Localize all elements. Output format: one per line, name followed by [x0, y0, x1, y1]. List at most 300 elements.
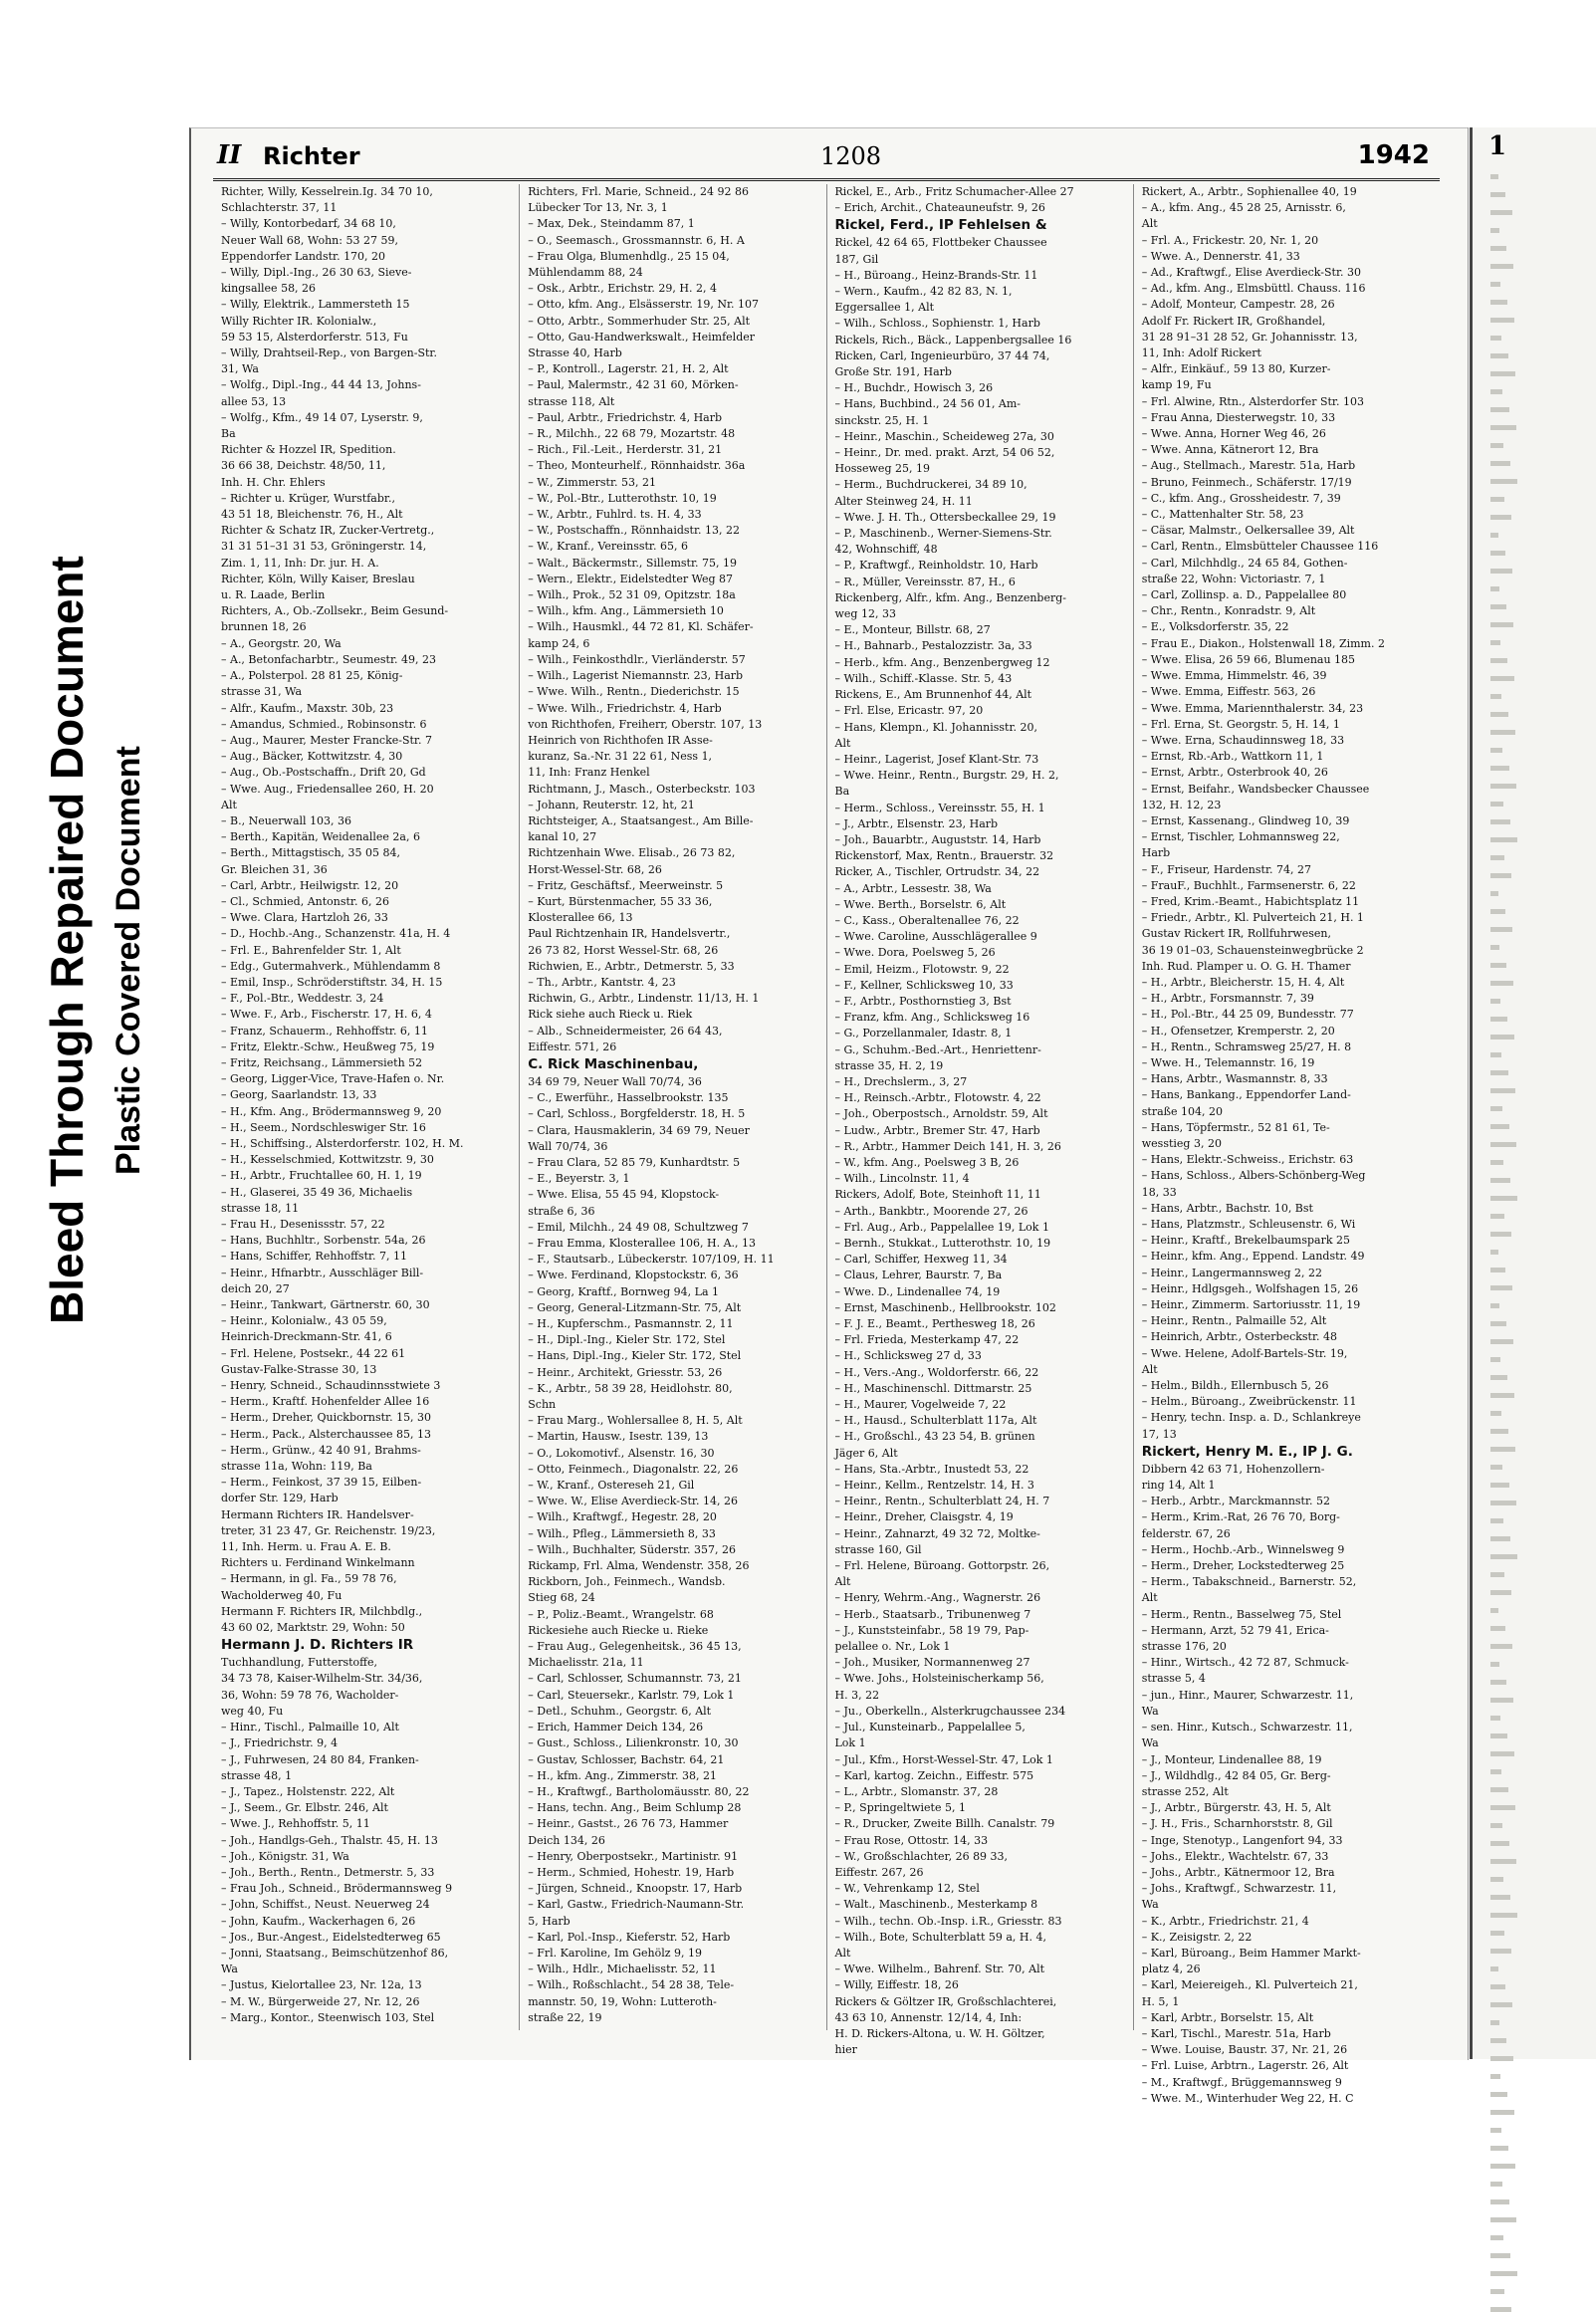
directory-entry: – Hans, Platzmstr., Schleusenstr. 6, Wi [1141, 1218, 1356, 1231]
directory-entry: – Bernh., Stukkat., Lutterothstr. 10, 19 [834, 1237, 1051, 1250]
directory-entry: – Wwe. A., Dennerstr. 41, 33 [1141, 249, 1300, 263]
column-3 [827, 184, 1134, 2057]
next-page-text-fragment [1490, 1017, 1507, 1022]
directory-entry: – H., Hausd., Schulterblatt 117a, Alt [834, 1414, 1037, 1428]
directory-entry: – Fritz, Elektr.-Schw., Heußweg 75, 19 [221, 1040, 435, 1053]
directory-entry: – Karl, Tischl., Marestr. 51a, Harb [1141, 2026, 1331, 2040]
next-page-text-fragment [1490, 1321, 1506, 1326]
directory-entry: – Frau Aug., Gelegenheitsk., 36 45 13, [528, 1640, 742, 1654]
next-page-text-fragment [1490, 1734, 1507, 1738]
next-page-text-fragment [1490, 1465, 1502, 1470]
directory-entry: 17, 13 [1141, 1427, 1177, 1441]
directory-entry: – Erich, Archit., Chateauneufstr. 9, 26 [834, 201, 1045, 215]
directory-entry: – Walt., Bäckermstr., Sillemstr. 75, 19 [528, 556, 737, 570]
directory-entry: – Joh., Oberpostsch., Arnoldstr. 59, Alt [834, 1107, 1048, 1121]
directory-entry: – Heinr., Rentn., Schulterblatt 24, H. 7 [834, 1495, 1050, 1508]
directory-entry: – Frl. Else, Ericastr. 97, 20 [834, 704, 984, 718]
directory-entry: – H., Vers.-Ang., Woldorferstr. 66, 22 [834, 1365, 1039, 1379]
directory-entry: – Karl, Meiereigeh., Kl. Pulverteich 21, [1141, 1978, 1358, 1992]
directory-entry: Inh. H. Chr. Ehlers [221, 475, 326, 489]
directory-entry: Wa [1141, 1736, 1159, 1750]
directory-entry: – R., Drucker, Zweite Billh. Canalstr. 79 [834, 1817, 1055, 1831]
directory-entry: – Hinr., Wirtsch., 42 72 87, Schmuck- [1141, 1656, 1349, 1670]
directory-entry: Alt [834, 736, 851, 750]
directory-entry: – Wwe. Heinr., Rentn., Burgstr. 29, H. 2, [834, 769, 1059, 783]
directory-entry: – Hermann, Arzt, 52 79 41, Erica- [1141, 1623, 1329, 1637]
directory-entry: – Henry, Schneid., Schaudinnsstwiete 3 [221, 1379, 441, 1393]
directory-entry: – Wilh., Pfleg., Lämmersieth 8, 33 [528, 1526, 716, 1540]
directory-entry: Hermann J. D. Richters IR [221, 1637, 414, 1654]
directory-entry: – Wwe. Elisa, 55 45 94, Klopstock- [528, 1188, 720, 1202]
directory-entry: – Wwe. Wilhelm., Bahrenf. Str. 70, Alt [834, 1963, 1045, 1976]
next-page-text-fragment [1490, 1608, 1498, 1613]
directory-entry: – E., Beyerstr. 3, 1 [528, 1172, 630, 1186]
next-page-text-fragment [1490, 1966, 1498, 1971]
directory-entry: – Ju., Oberkelln., Alsterkrugchaussee 234 [834, 1704, 1066, 1718]
directory-entry: – Theo, Monteurhelf., Rönnhaidstr. 36a [528, 459, 746, 473]
directory-entry: – Ad., kfm. Ang., Elmsbüttl. Chauss. 116 [1141, 282, 1366, 296]
directory-entry: – F., Arbtr., Posthornstieg 3, Bst [834, 994, 1012, 1008]
directory-entry: – Herm., Rentn., Basselweg 75, Stel [1141, 1607, 1342, 1621]
next-page-text-fragment [1490, 2307, 1511, 2312]
directory-entry: – Hans, Töpfermstr., 52 81 61, Te- [1141, 1120, 1330, 1134]
directory-entry: H. 5, 1 [1141, 1994, 1180, 2008]
directory-entry: – Alfr., Einkäuf., 59 13 80, Kurzer- [1141, 362, 1331, 376]
next-page-text-fragment [1490, 730, 1515, 735]
directory-entry: – H., Pol.-Btr., 44 25 09, Bundesstr. 77 [1141, 1008, 1354, 1022]
directory-entry: – G., Schuhm.-Bed.-Art., Henriettenr- [834, 1042, 1041, 1056]
directory-entry: – R., Milchh., 22 68 79, Mozartstr. 48 [528, 427, 736, 441]
next-page-text-fragment [1490, 2253, 1510, 2258]
directory-entry: – H., Arbtr., Bleicherstr. 15, H. 4, Alt [1141, 975, 1345, 989]
directory-entry: – Georg, Kraftf., Bornweg 94, La 1 [528, 1284, 720, 1298]
directory-entry: Rickens, E., Am Brunnenhof 44, Alt [834, 688, 1032, 702]
next-page-text-fragment [1490, 551, 1505, 556]
directory-entry: – Herm., Dreher, Lockstedterweg 25 [1141, 1559, 1345, 1573]
directory-entry: 43 63 10, Annenstr. 12/14, 4, Inh: [834, 2010, 1023, 2024]
directory-entry: – F., Stautsarb., Lübeckerstr. 107/109, H. 11 [528, 1253, 775, 1267]
directory-entry: Rickenberg, Alfr., kfm. Ang., Benzenberg- [834, 590, 1066, 604]
next-page-text-fragment [1490, 2271, 1517, 2276]
directory-entry: – F., Pol.-Btr., Weddestr. 3, 24 [221, 992, 384, 1006]
next-page-text-fragment [1490, 963, 1506, 968]
next-page-text-fragment [1490, 1895, 1510, 1900]
directory-entry: – Alb., Schneidermeister, 26 64 43, [528, 1024, 723, 1038]
directory-entry: Richters, Frl. Marie, Schneid., 24 92 86 [528, 185, 750, 198]
directory-entry: – Helm., Bildh., Ellernbusch 5, 26 [1141, 1379, 1329, 1393]
next-page-text-fragment [1490, 425, 1516, 430]
directory-entry: Alt [1141, 1591, 1158, 1605]
directory-entry: – K., Arbtr., 58 39 28, Heidlohstr. 80, [528, 1381, 733, 1395]
directory-entry: – Herm., Feinkost, 37 39 15, Eilben- [221, 1476, 422, 1490]
directory-entry: – J., Arbtr., Bürgerstr. 43, H. 5, Alt [1141, 1801, 1331, 1815]
directory-entry: – Wilh., Schiff.-Klasse. Str. 5, 43 [834, 671, 1013, 685]
directory-entry: – Wilh., Hdlr., Michaelisstr. 52, 11 [528, 1963, 717, 1976]
next-page-text-fragment [1490, 604, 1506, 609]
directory-entry: Deich 134, 26 [528, 1833, 605, 1847]
directory-entry: – Hans, Schloss., Albers-Schönberg-Weg [1141, 1169, 1366, 1183]
directory-entry: – H., Kesselschmied, Kottwitzstr. 9, 30 [221, 1153, 434, 1167]
directory-entry: – Heinr., Architekt, Griesstr. 53, 26 [528, 1365, 723, 1379]
directory-entry: Große Str. 191, Harb [834, 365, 952, 379]
directory-entry: 43 60 02, Marktstr. 29, Wohn: 50 [221, 1621, 405, 1635]
next-page-text-fragment [1490, 300, 1507, 305]
directory-entry: Alt [834, 1946, 851, 1960]
directory-entry: Rickesiehe auch Riecke u. Rieke [528, 1623, 709, 1637]
next-page-text-fragment [1490, 909, 1505, 914]
directory-entry: Ricker, A., Tischler, Ortrudstr. 34, 22 [834, 865, 1040, 879]
next-page-text-fragment [1490, 945, 1499, 950]
directory-entry: – Frl. Erna, St. Georgstr. 5, H. 14, 1 [1141, 717, 1340, 731]
column-4 [1134, 184, 1440, 2105]
next-page-text-fragment [1490, 748, 1502, 753]
directory-entry: – Karl, Gastw., Friedrich-Naumann-Str. [528, 1898, 745, 1912]
directory-entry: kingsallee 58, 26 [221, 282, 317, 296]
next-page-text-fragment [1490, 1160, 1503, 1165]
directory-entry: Heinrich von Richthofen IR Asse- [528, 733, 713, 747]
directory-entry: – Frau Joh., Schneid., Brödermannsweg 9 [221, 1882, 453, 1896]
directory-entry: – Frl. Helene, Postsekr., 44 22 61 [221, 1346, 406, 1360]
directory-entry: – H., Ofensetzer, Kremperstr. 2, 20 [1141, 1024, 1335, 1038]
directory-entry: strasse 160, Gil [834, 1542, 922, 1556]
directory-entry: – Wilh., Roßschlacht., 54 28 38, Tele- [528, 1978, 735, 1992]
directory-entry: – Wolfg., Kfm., 49 14 07, Lyserstr. 9, [221, 410, 423, 424]
directory-entry: – Karl, Arbtr., Borselstr. 15, Alt [1141, 2010, 1314, 2024]
directory-entry: Gustav-Falke-Strasse 30, 13 [221, 1362, 377, 1376]
directory-entry: strasse 252, Alt [1141, 1784, 1229, 1798]
next-page-text-fragment [1490, 2146, 1508, 2151]
directory-entry: Richwien, E., Arbtr., Detmerstr. 5, 33 [528, 959, 735, 973]
directory-page [189, 127, 1468, 2105]
next-page-number: 1 [1488, 131, 1507, 161]
directory-entry: – Joh., Königstr. 31, Wa [221, 1849, 349, 1863]
directory-entry: Ricken, Carl, Ingenieurbüro, 37 44 74, [834, 348, 1050, 362]
next-page-text-fragment [1490, 1106, 1502, 1111]
directory-entry: – Willy, Elektrik., Lammersteth 15 [221, 298, 410, 312]
next-page-text-fragment [1490, 461, 1510, 466]
next-page-text-fragment [1490, 1214, 1504, 1219]
directory-entry: – Herm., Schloss., Vereinsstr. 55, H. 1 [834, 801, 1045, 814]
directory-entry: – Herm., Schmied, Hohestr. 19, Harb [528, 1865, 735, 1879]
directory-entry: – John, Schiffst., Neust. Neuerweg 24 [221, 1898, 430, 1912]
next-page-text-fragment [1490, 981, 1513, 986]
directory-entry: – Fred, Krim.-Beamt., Habichtsplatz 11 [1141, 894, 1360, 908]
next-page-text-fragment [1490, 1823, 1502, 1828]
directory-entry: Rickert, A., Arbtr., Sophienallee 40, 19 [1141, 185, 1357, 198]
directory-entry: 31 31 51–31 31 53, Gröningerstr. 14, [221, 540, 427, 554]
directory-entry: – H., Dipl.-Ing., Kieler Str. 172, Stel [528, 1333, 726, 1347]
directory-entry: Wa [221, 1963, 238, 1976]
next-page-text-fragment [1490, 694, 1501, 699]
next-page-text-fragment [1490, 407, 1509, 412]
directory-entry: – Frl. Alwine, Rtn., Alsterdorfer Str. 103 [1141, 394, 1364, 408]
directory-entry: Eiffestr. 267, 26 [834, 1865, 924, 1879]
directory-entry: – Johann, Reuterstr. 12, ht, 21 [528, 798, 695, 811]
directory-entry: Jäger 6, Alt [834, 1446, 898, 1460]
directory-entry: – Rich., Fil.-Leit., Herderstr. 31, 21 [528, 443, 723, 457]
directory-entry: – Willy, Dipl.-Ing., 26 30 63, Sieve- [221, 266, 412, 280]
directory-entry: – Th., Arbtr., Kantstr. 4, 23 [528, 975, 676, 989]
directory-entry: – Wern., Kaufm., 42 82 83, N. 1, [834, 285, 1013, 299]
directory-entry: – Osk., Arbtr., Erichstr. 29, H. 2, 4 [528, 282, 717, 296]
directory-entry: 34 73 78, Kaiser-Wilhelm-Str. 34/36, [221, 1672, 423, 1686]
directory-entry: u. R. Laade, Berlin [221, 588, 326, 602]
directory-entry: Willy Richter IR. Kolonialw., [221, 314, 377, 328]
directory-entry: Rickers & Göltzer IR, Großschlachterei, [834, 1994, 1057, 2008]
directory-entry: – A., Arbtr., Lessestr. 38, Wa [834, 881, 992, 895]
directory-entry: – Jul., Kunsteinarb., Pappelallee 5, [834, 1721, 1026, 1734]
directory-entry: kamp 24, 6 [528, 636, 590, 650]
year: 1942 [1357, 140, 1430, 170]
directory-entry: – Frau Marg., Wohlersallee 8, H. 5, Alt [528, 1414, 743, 1428]
directory-entry: Richters u. Ferdinand Winkelmann [221, 1556, 415, 1570]
directory-entry: – Heinr., Rentn., Palmaille 52, Alt [1141, 1314, 1327, 1328]
directory-entry: – Wolfg., Dipl.-Ing., 44 44 13, Johns- [221, 378, 421, 392]
directory-entry: Hosseweg 25, 19 [834, 462, 930, 476]
directory-entry: – Hans, Buchbind., 24 56 01, Am- [834, 397, 1022, 411]
directory-entry: – J., Fuhrwesen, 24 80 84, Franken- [221, 1752, 419, 1766]
directory-entry: Rickel, 42 64 65, Flottbeker Chaussee [834, 236, 1047, 250]
next-page-text-fragment [1490, 2289, 1504, 2294]
directory-entry: – Carl, Schiffer, Hexweg 11, 34 [834, 1253, 1008, 1267]
directory-entry: – W., kfm. Ang., Poelsweg 3 B, 26 [834, 1155, 1020, 1169]
directory-entry: – H., Bahnarb., Pestalozzistr. 3a, 33 [834, 639, 1032, 653]
next-page-text-fragment [1490, 784, 1516, 789]
directory-entry: straße 22, 19 [528, 2010, 602, 2024]
directory-entry: – C., kfm. Ang., Grossheidestr. 7, 39 [1141, 491, 1341, 505]
directory-entry: – Herm., Dreher, Quickbornstr. 15, 30 [221, 1411, 432, 1425]
directory-entry: – Hans, Dipl.-Ing., Kieler Str. 172, Stel [528, 1349, 742, 1363]
directory-entry: – Heinr., Hfnarbtr., Ausschläger Bill- [221, 1266, 424, 1279]
directory-entry: – Emil, Insp., Schröderstiftstr. 34, H. 15 [221, 975, 443, 989]
column-2 [520, 184, 826, 2030]
directory-entry: 11, Inh. Herm. u. Frau A. E. B. [221, 1540, 391, 1554]
directory-entry: Alt [1141, 1362, 1158, 1376]
directory-entry: deich 20, 27 [221, 1281, 290, 1295]
next-page-text-fragment [1490, 1196, 1517, 1201]
directory-entry: Inh. Rud. Plamper u. O. G. H. Thamer [1141, 959, 1351, 973]
next-page-text-fragment [1490, 1268, 1505, 1272]
next-page-text-fragment [1490, 2217, 1516, 2222]
directory-entry: – R., Müller, Vereinsstr. 87, H., 6 [834, 575, 1016, 588]
next-page-text-fragment [1490, 246, 1506, 251]
directory-entry: – Alfr., Kaufm., Maxstr. 30b, 23 [221, 701, 394, 715]
directory-entry: – E., Volksdorferstr. 35, 22 [1141, 620, 1289, 634]
directory-entry: – Wwe. J. H. Th., Ottersbeckallee 29, 19 [834, 510, 1056, 524]
directory-entry: – Wwe. Helene, Adolf-Bartels-Str. 19, [1141, 1346, 1348, 1360]
next-page-text-fragment [1490, 622, 1513, 627]
directory-entry: – H., Maschinenschl. Dittmarstr. 25 [834, 1381, 1032, 1395]
directory-entry: – Carl, Steuersekr., Karlstr. 79, Lok 1 [528, 1688, 735, 1702]
directory-entry: 11, Inh: Franz Henkel [528, 766, 650, 780]
directory-entry: – Heinrich, Arbtr., Osterbeckstr. 48 [1141, 1330, 1338, 1344]
directory-entry: – Joh., Bauarbtr., Auguststr. 14, Harb [834, 832, 1041, 846]
directory-entry: Neuer Wall 68, Wohn: 53 27 59, [221, 233, 398, 247]
directory-entry: – C., Kass., Oberaltenallee 76, 22 [834, 913, 1020, 927]
directory-entry: – F. J. E., Beamt., Perthesweg 18, 26 [834, 1317, 1035, 1331]
directory-entry: – Hans, techn. Ang., Beim Schlump 28 [528, 1801, 742, 1815]
directory-entry: Harb [1141, 846, 1171, 860]
next-page-text-fragment [1490, 1070, 1508, 1075]
directory-entry: Wa [1141, 1704, 1159, 1718]
directory-entry: – Frau H., Desenissstr. 57, 22 [221, 1218, 385, 1231]
directory-entry: Gr. Bleichen 31, 36 [221, 862, 328, 876]
directory-entry: – M., Kraftwgf., Brüggemannsweg 9 [1141, 2075, 1342, 2089]
next-page-text-fragment [1490, 1590, 1511, 1595]
directory-entry: – Wwe. Elisa, 26 59 66, Blumenau 185 [1141, 652, 1356, 666]
directory-entry: Rickers, Adolf, Bote, Steinhoft 11, 11 [834, 1188, 1041, 1202]
directory-entry: – Clara, Hausmaklerin, 34 69 79, Neuer [528, 1123, 750, 1137]
directory-entry: – Wwe. Louise, Baustr. 37, Nr. 21, 26 [1141, 2043, 1348, 2057]
directory-entry: – Johs., Elektr., Wachtelstr. 67, 33 [1141, 1849, 1329, 1863]
directory-entry: – H., Büroang., Heinz-Brands-Str. 11 [834, 268, 1038, 282]
directory-entry: 5, Harb [528, 1914, 570, 1928]
directory-entry: dorfer Str. 129, Harb [221, 1492, 339, 1505]
directory-entry: – Erich, Hammer Deich 134, 26 [528, 1721, 704, 1734]
next-page-text-fragment [1490, 1447, 1515, 1452]
directory-entry: Mühlendamm 88, 24 [528, 266, 643, 280]
directory-entry: – P., Maschinenb., Werner-Siemens-Str. [834, 527, 1052, 541]
directory-entry: – H., Drechslerm., 3, 27 [834, 1074, 968, 1088]
directory-entry: – D., Hochb.-Ang., Schanzenstr. 41a, H. 4 [221, 927, 451, 941]
next-page-text-fragment [1490, 1572, 1504, 1577]
next-page-text-fragment [1490, 1357, 1500, 1362]
directory-entry: – Heinr., Kolonialw., 43 05 59, [221, 1314, 387, 1328]
next-page-text-fragment [1490, 2074, 1500, 2079]
directory-entry: – Ernst, Beifahr., Wandsbecker Chaussee [1141, 782, 1370, 796]
directory-entry: – E., Monteur, Billstr. 68, 27 [834, 623, 991, 637]
directory-entry: straße 6, 36 [528, 1204, 595, 1218]
directory-entry: weg 12, 33 [834, 607, 896, 621]
directory-entry: – Wwe. Erna, Schaudinnsweg 18, 33 [1141, 733, 1345, 747]
directory-entry: – C., Ewerführ., Hasselbrookstr. 135 [528, 1091, 729, 1105]
running-head-name: Richter [263, 142, 360, 170]
directory-entry: – W., Kranf., Ostereseh 21, Gil [528, 1479, 695, 1493]
directory-entry: – Heinr., Hdlgsgeh., Wolfshagen 15, 26 [1141, 1281, 1359, 1295]
directory-entry: straße 104, 20 [1141, 1104, 1223, 1118]
directory-entry: Horst-Wessel-Str. 68, 26 [528, 862, 662, 876]
directory-entry: strasse 11a, Wohn: 119, Ba [221, 1460, 372, 1474]
directory-entry: Klosterallee 66, 13 [528, 911, 633, 925]
directory-entry: – Heinr., Zahnarzt, 49 32 72, Moltke- [834, 1526, 1040, 1540]
directory-entry: Rickamp, Frl. Alma, Wendenstr. 358, 26 [528, 1559, 750, 1573]
directory-entry: – Jürgen, Schneid., Knoopstr. 17, Harb [528, 1882, 743, 1896]
directory-entry: – jun., Hinr., Maurer, Schwarzestr. 11, [1141, 1688, 1354, 1702]
next-page-text-fragment [1490, 1626, 1505, 1631]
directory-entry: – Wwe. Aug., Friedensallee 260, H. 20 [221, 782, 434, 796]
next-page-text-fragment [1490, 802, 1503, 807]
directory-entry: – H., Reinsch.-Arbtr., Flotowstr. 4, 22 [834, 1091, 1041, 1105]
directory-entry: – Wilh., Prok., 52 31 09, Opitzstr. 18a [528, 588, 736, 602]
directory-entry: – Heinr., Dreher, Claisgstr. 4, 19 [834, 1510, 1014, 1524]
next-page-text-fragment [1490, 1698, 1513, 1703]
directory-entry: – Hinr., Tischl., Palmaille 10, Alt [221, 1721, 399, 1734]
next-page-text-fragment [1490, 1088, 1515, 1093]
directory-entry: – Hans, Arbtr., Bachstr. 10, Bst [1141, 1201, 1313, 1215]
directory-entry: – Frau Rose, Ottostr. 14, 33 [834, 1833, 989, 1847]
directory-entry: strasse 118, Alt [528, 394, 615, 408]
directory-entry: Alt [834, 1575, 851, 1589]
directory-entry: Hermann Richters IR. Handelsver- [221, 1507, 414, 1521]
directory-entry: – Jonni, Staatsang., Beimschützenhof 86, [221, 1946, 449, 1960]
directory-entry: mannstr. 50, 19, Wohn: Lutteroth- [528, 1994, 717, 2008]
directory-entry: – Jul., Kfm., Horst-Wessel-Str. 47, Lok 1 [834, 1752, 1053, 1766]
directory-entry: – H., Schiffsing., Alsterdorferstr. 102, H. M. [221, 1136, 464, 1150]
page-number: 1208 [820, 142, 882, 170]
directory-entry: – P., Kontroll., Lagerstr. 21, H. 2, Alt [528, 362, 729, 376]
directory-entry: straße 22, Wohn: Victoriastr. 7, 1 [1141, 572, 1326, 585]
directory-entry: Gustav Rickert IR, Rollfuhrwesen, [1141, 927, 1331, 941]
directory-entry: – H., Großschl., 43 23 54, B. grünen [834, 1430, 1035, 1444]
directory-entry: kanal 10, 27 [528, 830, 597, 844]
page-header [213, 140, 1440, 181]
side-note [40, 556, 148, 1324]
column-1 [213, 184, 520, 2030]
directory-entry: – Carl, Arbtr., Heilwigstr. 12, 20 [221, 878, 399, 892]
next-page-text-fragment [1490, 658, 1507, 663]
directory-entry: – Wwe. H., Telemannstr. 16, 19 [1141, 1055, 1315, 1069]
directory-entry: – Gustav, Schlosser, Bachstr. 64, 21 [528, 1752, 725, 1766]
directory-entry: – Wilh., Lincolnstr. 11, 4 [834, 1172, 970, 1186]
directory-entry: – Wilh., Hausmkl., 44 72 81, Kl. Schäfer- [528, 620, 754, 634]
directory-entry: weg 40, Fu [221, 1704, 284, 1718]
directory-entry: – Wwe. Anna, Horner Weg 46, 26 [1141, 427, 1326, 441]
next-page-text-fragment [1490, 318, 1514, 323]
next-page-text-fragment [1490, 2002, 1512, 2007]
directory-entry: – Herm., Buchdruckerei, 34 89 10, [834, 478, 1027, 492]
next-page-text-fragment [1490, 1984, 1505, 1989]
directory-entry: – Herb., Staatsarb., Tribunenweg 7 [834, 1607, 1031, 1621]
directory-entry: – Wwe. Emma, Mariennthalerstr. 34, 23 [1141, 701, 1364, 715]
directory-entry: – H., Rentn., Schramsweg 25/27, H. 8 [1141, 1040, 1352, 1053]
directory-entry: – Herm., Grünw., 42 40 91, Brahms- [221, 1443, 421, 1457]
directory-entry: – Helm., Büroang., Zweibrückenstr. 11 [1141, 1395, 1357, 1409]
directory-entry: – Georg, General-Litzmann-Str. 75, Alt [528, 1300, 742, 1314]
directory-columns [213, 184, 1440, 2105]
directory-entry: strasse 48, 1 [221, 1768, 293, 1782]
next-page-text-fragment [1490, 2056, 1513, 2061]
directory-entry: – Chr., Rentn., Konradstr. 9, Alt [1141, 604, 1316, 618]
directory-entry: – W., Arbtr., Fuhlrd. ts. H. 4, 33 [528, 508, 702, 522]
directory-entry: – Wwe. D., Lindenallee 74, 19 [834, 1284, 1001, 1298]
directory-entry: – Frl. A., Frickestr. 20, Nr. 1, 20 [1141, 233, 1319, 247]
next-page-text-fragment [1490, 282, 1500, 287]
directory-entry: Schn [528, 1398, 557, 1412]
directory-entry: 42, Wohnschiff, 48 [834, 543, 938, 557]
directory-entry: – Aug., Bäcker, Kottwitzstr. 4, 30 [221, 750, 403, 764]
directory-entry: – J., Monteur, Lindenallee 88, 19 [1141, 1752, 1322, 1766]
directory-entry: – Wwe. Dora, Poelsweg 5, 26 [834, 946, 996, 960]
directory-entry: – Friedr., Arbtr., Kl. Pulverteich 21, H. 1 [1141, 911, 1364, 925]
directory-entry: 36 66 38, Deichstr. 48/50, 11, [221, 459, 386, 473]
directory-entry: Eppendorfer Landstr. 170, 20 [221, 249, 386, 263]
directory-entry: – Herb., Arbtr., Marckmannstr. 52 [1141, 1495, 1331, 1508]
directory-entry: – Herm., Tabakschneid., Barnerstr. 52, [1141, 1575, 1357, 1589]
next-page-text-fragment [1490, 2128, 1501, 2133]
directory-entry: – Carl, Zollinsp. a. D., Pappelallee 80 [1141, 588, 1347, 602]
directory-entry: Richtzenhain Wwe. Elisab., 26 73 82, [528, 846, 736, 860]
directory-entry: – B., Neuerwall 103, 36 [221, 813, 352, 827]
directory-entry: – Cl., Schmied, Antonstr. 6, 26 [221, 894, 389, 908]
directory-entry: – Richter u. Krüger, Wurstfabr., [221, 491, 395, 505]
directory-entry: – Frl. Aug., Arb., Pappelallee 19, Lok 1 [834, 1220, 1049, 1234]
directory-entry: – M. W., Bürgerweide 27, Nr. 12, 26 [221, 1994, 420, 2008]
directory-entry: – H., kfm. Ang., Zimmerstr. 38, 21 [528, 1768, 717, 1782]
directory-entry: sinckstr. 25, H. 1 [834, 413, 930, 427]
side-note-line1: Bleed Through Repaired Document [41, 556, 93, 1324]
directory-entry: – J., Friedrichstr. 9, 4 [221, 1736, 339, 1750]
directory-entry: – Hans, Buchhltr., Sorbenstr. 54a, 26 [221, 1234, 426, 1248]
